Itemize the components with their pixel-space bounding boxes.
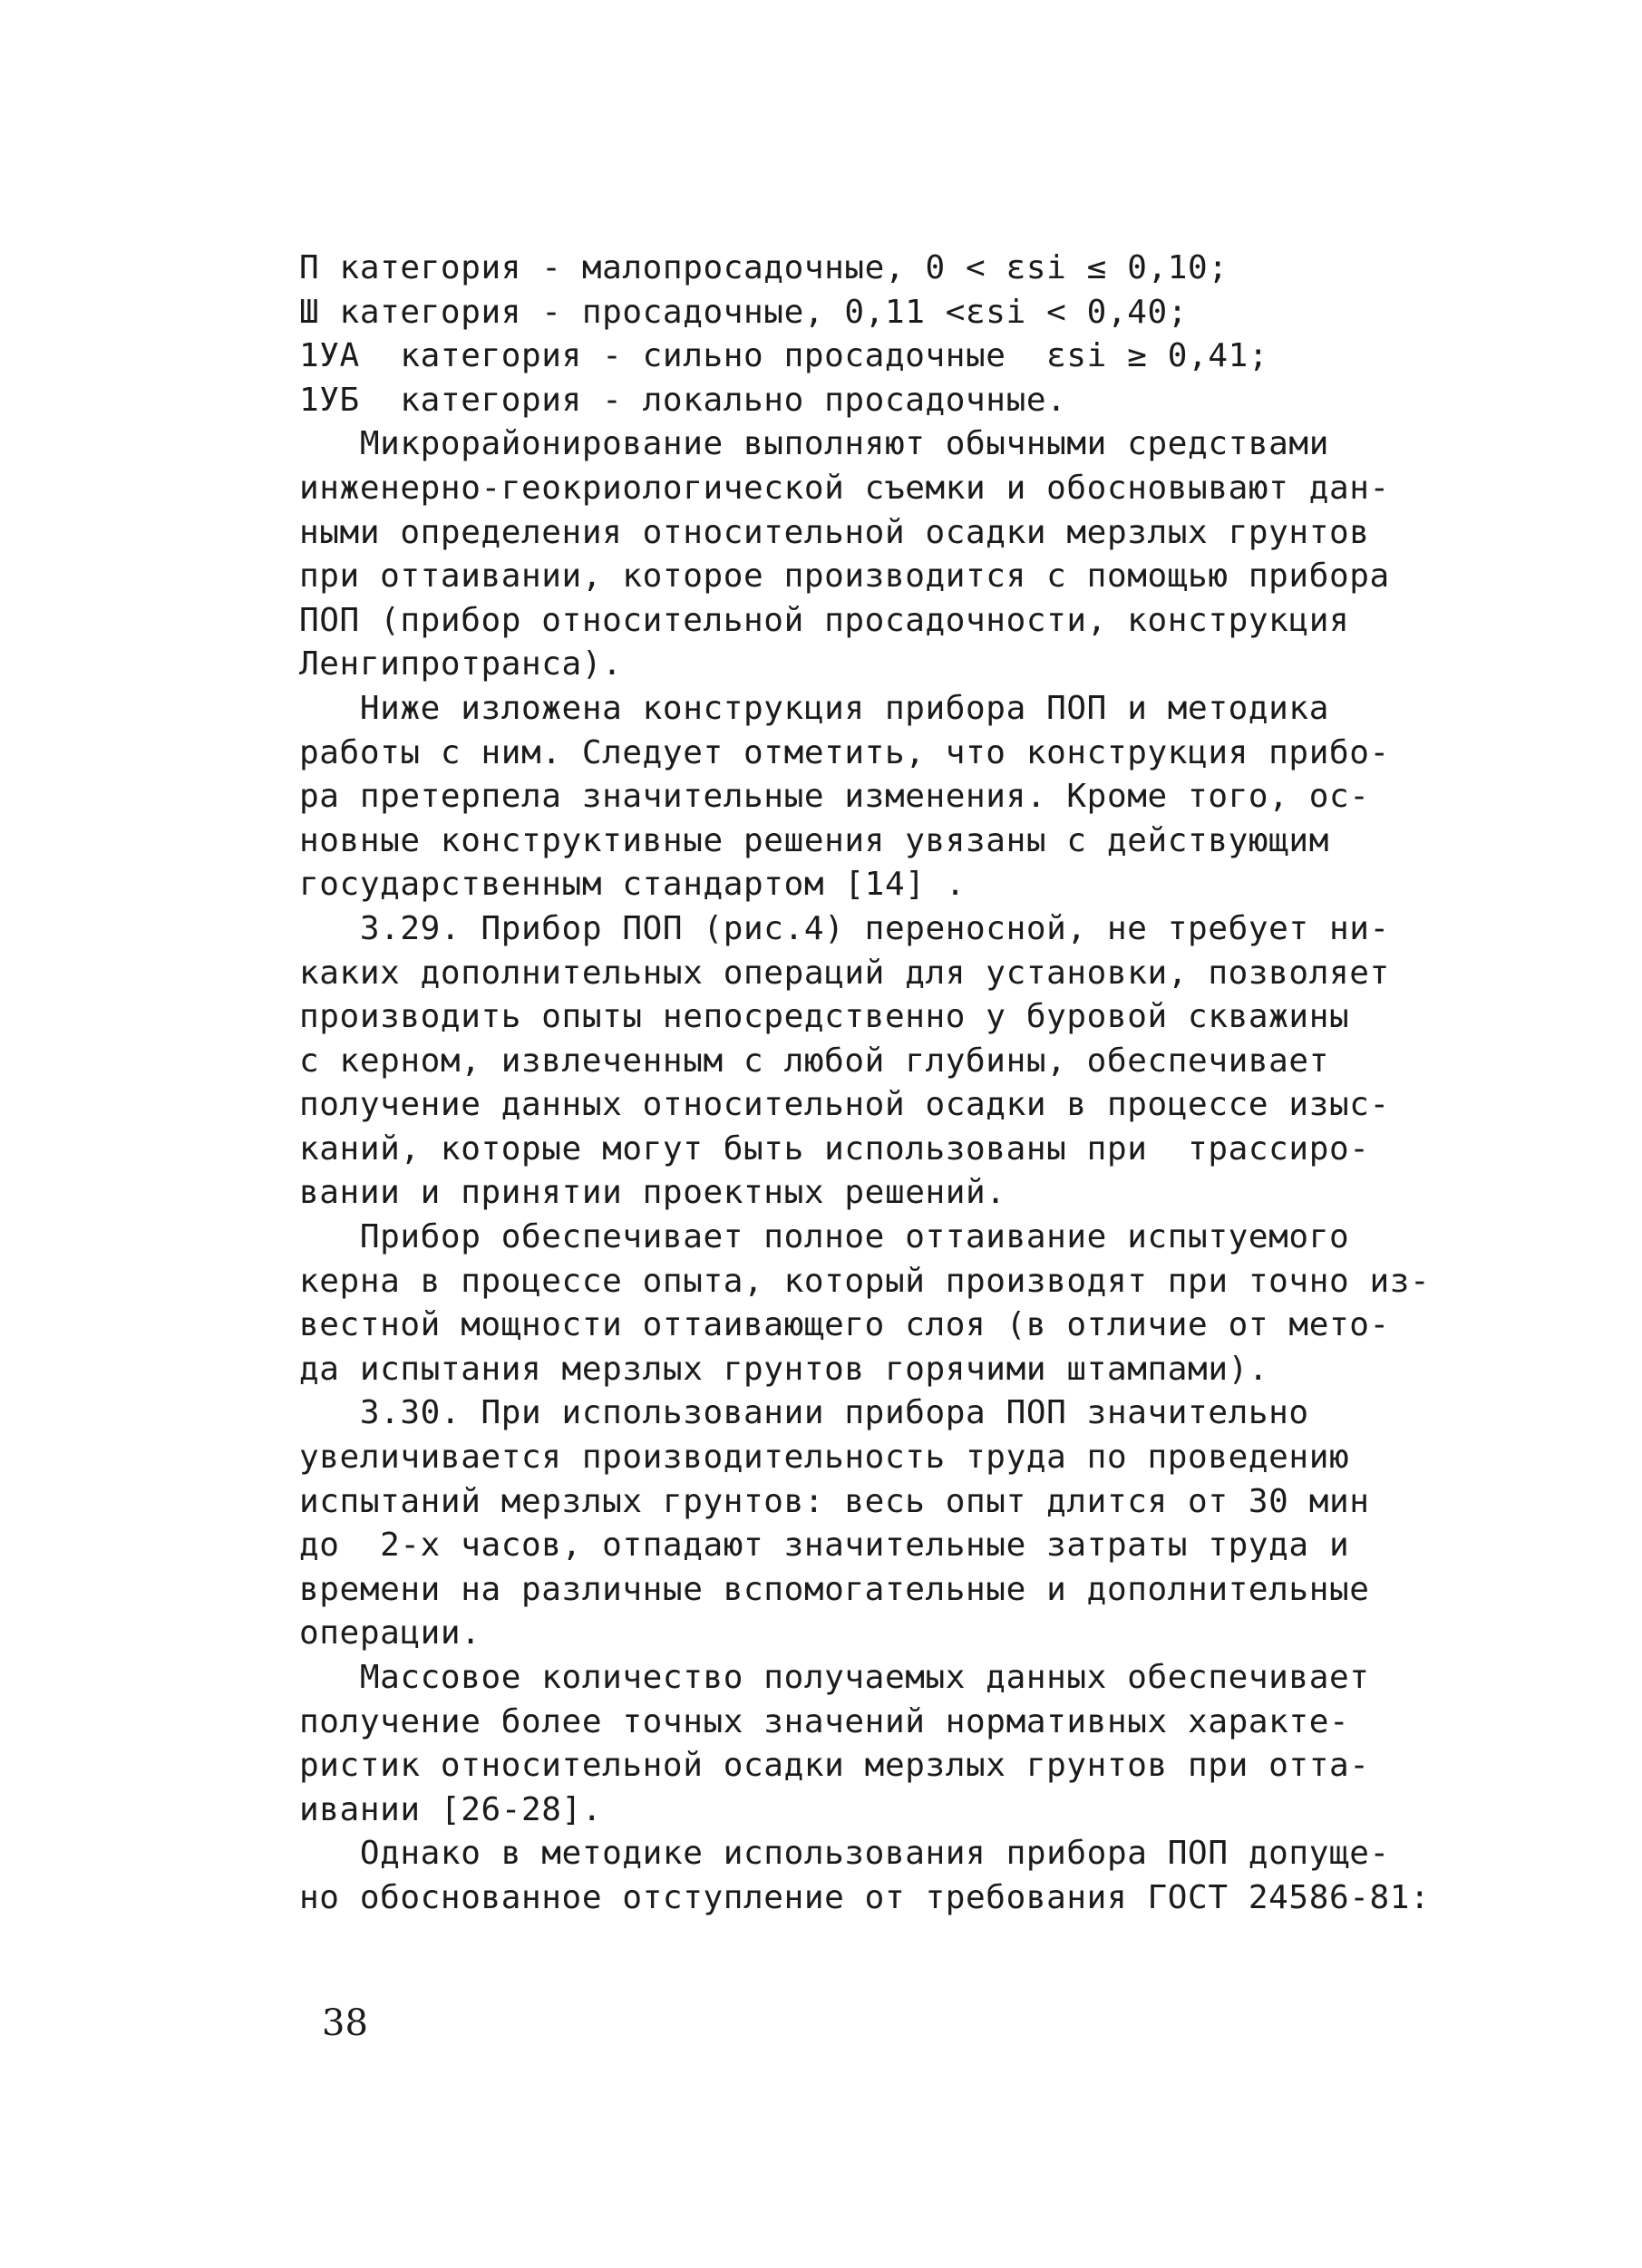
- text-line: Микрорайонирование выполняют обычными средствами: [299, 425, 1329, 463]
- text-line: Однако в методике использования прибора ПОП допуще-: [299, 1835, 1390, 1873]
- text-line: да испытания мерзлых грунтов горячими штампами).: [299, 1350, 1269, 1388]
- text-line: Ниже изложена конструкция прибора ПОП и методика: [299, 689, 1329, 727]
- text-line: 3.29. Прибор ПОП (рис.4) переносной, не требует ни-: [299, 909, 1390, 947]
- text-line: каний, которые могут быть использованы при трассиро-: [299, 1129, 1370, 1168]
- text-line: ПОП (прибор относительной просадочности, конструкция: [299, 601, 1350, 639]
- text-line: производить опыты непосредственно у буровой скважины: [299, 998, 1350, 1036]
- body-text: [299, 247, 1541, 1921]
- text-line: керна в процессе опыта, который производят при точно из-: [299, 1262, 1431, 1300]
- text-line: получение более точных значений нормативных характе-: [299, 1702, 1350, 1740]
- text-line: получение данных относительной осадки в процессе изыс-: [299, 1086, 1390, 1124]
- text-line: ивании [26-28].: [299, 1790, 603, 1828]
- text-line: вестной мощности оттаивающего слоя (в отличие от мето-: [299, 1306, 1390, 1344]
- text-line: каких дополнительных операций для установки, позволяет: [299, 954, 1390, 992]
- text-line: 1УБ категория - локально просадочные.: [299, 381, 1067, 419]
- text-line: операции.: [299, 1614, 481, 1653]
- text-line: при оттаивании, которое производится с помощью прибора: [299, 557, 1390, 596]
- text-line: с керном, извлеченным с любой глубины, обеспечивает: [299, 1042, 1329, 1080]
- text-line: испытаний мерзлых грунтов: весь опыт длится от 30 мин: [299, 1482, 1370, 1520]
- text-line: работы с ним. Следует отметить, что конструкция прибо-: [299, 733, 1390, 771]
- text-line: Ш категория - просадочные, 0,11 <εsi < 0,40;: [299, 293, 1189, 331]
- text-line: Ленгипротранса).: [299, 645, 623, 683]
- text-line: ными определения относительной осадки мерзлых грунтов: [299, 513, 1370, 551]
- page-number: 38: [322, 2002, 368, 2044]
- text-line: П категория - малопросадочные, 0 < εsi ≤ 0,10;: [299, 249, 1229, 286]
- text-line: новные конструктивные решения увязаны с действующим: [299, 821, 1329, 859]
- text-line: Прибор обеспечивает полное оттаивание испытуемого: [299, 1218, 1350, 1256]
- text-line: ристик относительной осадки мерзлых грунтов при отта-: [299, 1747, 1370, 1785]
- text-line: 3.30. При использовании прибора ПОП значительно: [299, 1394, 1309, 1432]
- text-line: Массовое количество получаемых данных обеспечивает: [299, 1659, 1370, 1696]
- text-line: государственным стандартом [14] .: [299, 866, 967, 904]
- text-line: 1УА категория - сильно просадочные εsi ≥ 0,41;: [299, 337, 1269, 375]
- text-line: времени на различные вспомогательные и дополнительные: [299, 1570, 1370, 1608]
- text-line: ра претерпела значительные изменения. Кроме того, ос-: [299, 778, 1370, 816]
- text-line: до 2-х часов, отпадают значительные затраты труда и: [299, 1527, 1350, 1565]
- text-line: вании и принятии проектных решений.: [299, 1174, 1006, 1212]
- text-line: инженерно-геокриологической съемки и обосновывают дан-: [299, 469, 1390, 507]
- text-line: увеличивается производительность труда по проведению: [299, 1439, 1350, 1477]
- text-line: но обоснованное отступление от требования ГОСТ 24586-81:: [299, 1878, 1431, 1916]
